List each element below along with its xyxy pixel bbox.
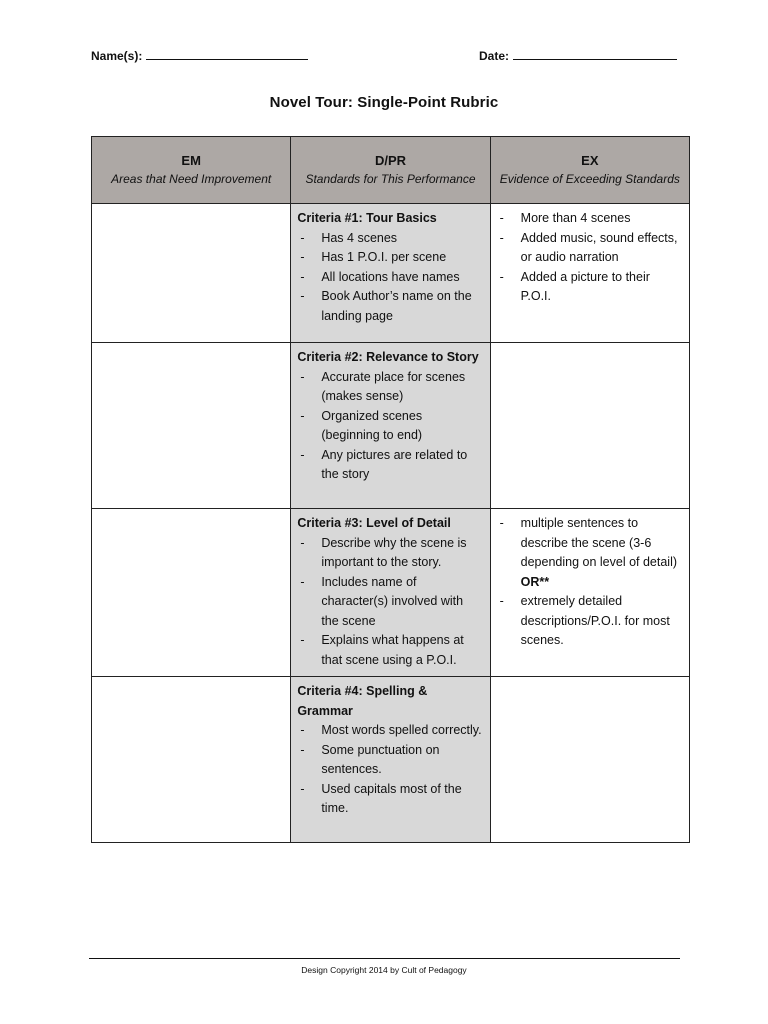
list-item: - Most words spelled correctly. — [297, 721, 483, 741]
column-desc: Evidence of Exceeding Standards — [499, 172, 680, 186]
list-item: - Book Author’s name on the landing page — [297, 287, 483, 326]
list-item: - Added music, sound effects, or audio narration — [497, 229, 683, 268]
list-item: - Has 4 scenes — [297, 229, 483, 249]
list-item: - Any pictures are related to the story — [297, 446, 483, 485]
names-label: Name(s): — [91, 49, 143, 63]
table-row — [92, 343, 690, 509]
list-item: - Organized scenes (beginning to end) — [297, 407, 483, 446]
ex-cell-4[interactable] — [490, 677, 689, 843]
exceeding-list — [497, 209, 683, 307]
table-row — [92, 509, 690, 677]
date-blank-line[interactable] — [513, 47, 677, 60]
column-desc: Standards for This Performance — [305, 172, 476, 186]
em-cell-2[interactable] — [92, 343, 291, 509]
list-item: - extremely detailed descriptions/P.O.I. for most scenes. — [497, 592, 683, 651]
criteria-list — [297, 229, 483, 327]
list-item: - More than 4 scenes — [497, 209, 683, 229]
list-item: - Accurate place for scenes (makes sense) — [297, 368, 483, 407]
list-item: - Includes name of character(s) involved with the scene — [297, 573, 483, 632]
column-abbr: EX — [581, 153, 599, 168]
rubric-header-row — [92, 137, 690, 204]
exceeding-emphasis: OR** — [520, 574, 550, 589]
criteria-cell-1 — [291, 204, 490, 343]
table-row — [92, 677, 690, 843]
column-header-ex — [490, 137, 689, 204]
column-abbr: D/PR — [374, 153, 407, 168]
criteria-list — [297, 534, 483, 671]
criteria-title: Criteria #1: Tour Basics — [297, 211, 437, 225]
date-field[interactable] — [479, 47, 677, 63]
names-blank-line[interactable] — [146, 47, 308, 60]
criteria-cell-4 — [291, 677, 490, 843]
column-header-dpr — [291, 137, 490, 204]
footer-divider — [89, 958, 680, 959]
exceeding-text: multiple sentences to describe the scene (3-6 depending on level of detail) — [520, 516, 678, 569]
em-cell-4[interactable] — [92, 677, 291, 843]
ex-cell-2[interactable] — [490, 343, 689, 509]
column-abbr: EM — [181, 153, 201, 168]
criteria-list — [297, 721, 483, 819]
em-cell-1[interactable] — [92, 204, 291, 343]
names-field[interactable] — [91, 47, 308, 63]
list-item: - Some punctuation on sentences. — [297, 741, 483, 780]
list-item: - All locations have names — [297, 268, 483, 288]
list-item: - Describe why the scene is important to the story. — [297, 534, 483, 573]
em-cell-3[interactable] — [92, 509, 291, 677]
exceeding-list — [497, 514, 683, 651]
ex-cell-3[interactable] — [490, 509, 689, 677]
list-item: - Explains what happens at that scene using a P.O.I. — [297, 631, 483, 670]
criteria-title: Criteria #2: Relevance to Story — [297, 350, 479, 364]
rubric-table — [91, 136, 690, 843]
ex-cell-1[interactable] — [490, 204, 689, 343]
footer-copyright: Design Copyright 2014 by Cult of Pedagogy — [301, 965, 467, 975]
date-label: Date: — [479, 49, 510, 63]
list-item: - Added a picture to their P.O.I. — [497, 268, 683, 307]
list-item: - Used capitals most of the time. — [297, 780, 483, 819]
criteria-cell-3 — [291, 509, 490, 677]
list-item — [497, 514, 683, 592]
criteria-cell-2 — [291, 343, 490, 509]
column-header-em — [92, 137, 291, 204]
criteria-title: Criteria #4: Spelling & Grammar — [297, 684, 428, 718]
table-row — [92, 204, 690, 343]
list-item: - Has 1 P.O.I. per scene — [297, 248, 483, 268]
page-title: Novel Tour: Single-Point Rubric — [269, 94, 499, 111]
criteria-title: Criteria #3: Level of Detail — [297, 516, 451, 530]
criteria-list — [297, 368, 483, 485]
column-desc: Areas that Need Improvement — [111, 172, 272, 186]
